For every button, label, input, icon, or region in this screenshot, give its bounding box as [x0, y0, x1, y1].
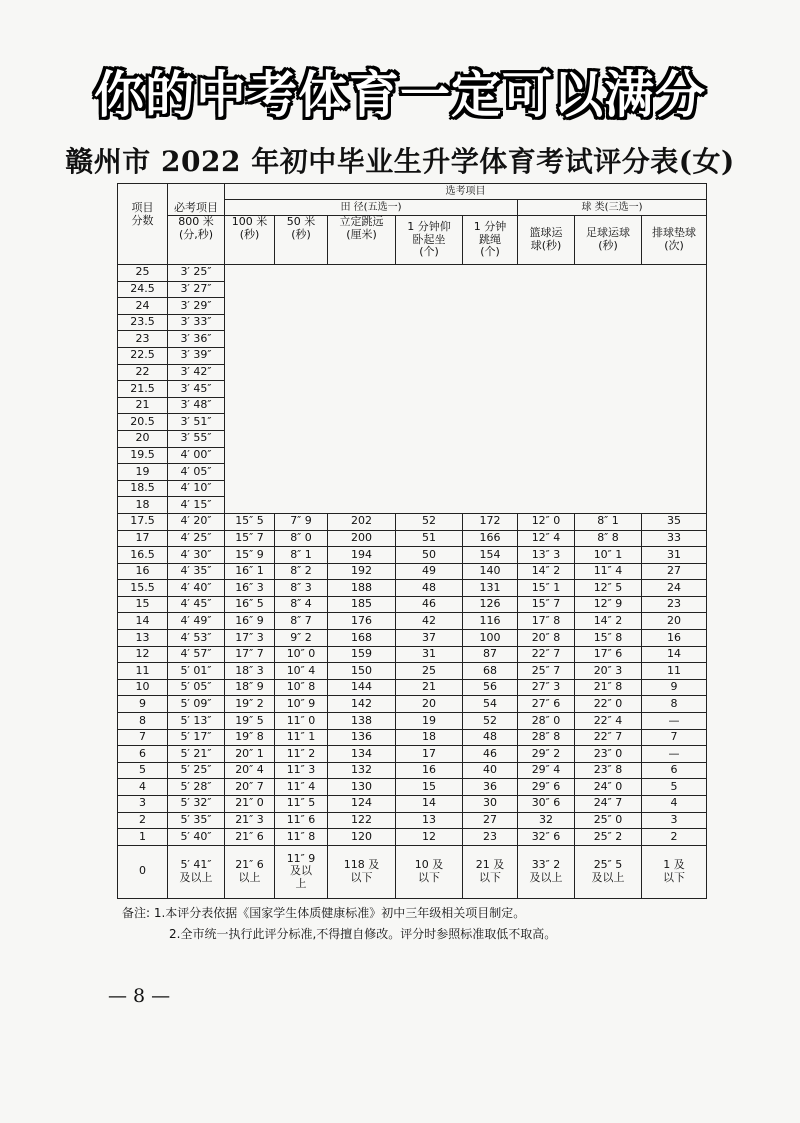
header-basketball: 篮球运 球(秒): [518, 216, 575, 265]
score-cell: 18: [118, 497, 168, 514]
score-cell: 22.5: [118, 347, 168, 364]
value-cell: 4′ 10″: [168, 480, 225, 497]
value-cell: 31: [642, 547, 707, 564]
document-title: 赣州市 2022 年初中毕业生升学体育考试评分表(女): [65, 145, 735, 178]
score-cell: 17: [118, 530, 168, 547]
table-row: [118, 265, 707, 282]
value-cell: 33: [642, 530, 707, 547]
value-cell: 4′ 40″: [168, 580, 225, 597]
value-cell: 202: [328, 513, 396, 530]
value-cell: 140: [463, 563, 518, 580]
table-row: [118, 563, 707, 580]
score-cell: 25: [118, 265, 168, 282]
value-cell: 132: [328, 762, 396, 779]
score-cell: 20.5: [118, 414, 168, 431]
value-cell: 13″ 3: [518, 547, 575, 564]
value-cell: 12″ 4: [518, 530, 575, 547]
value-cell: 24: [642, 580, 707, 597]
value-cell: 40: [463, 762, 518, 779]
value-cell: 3′ 45″: [168, 381, 225, 398]
value-cell: 46: [396, 596, 463, 613]
value-cell: 20″ 4: [225, 762, 275, 779]
value-cell: 10″ 4: [275, 663, 328, 680]
score-cell: 15: [118, 596, 168, 613]
score-cell: 13: [118, 630, 168, 647]
value-cell: 23″ 8: [575, 762, 642, 779]
table-row: [118, 779, 707, 796]
value-cell: 16: [642, 630, 707, 647]
banner-title: 你的中考体育一定可以满分: [94, 66, 706, 124]
header-elective: 选考项目: [225, 184, 707, 200]
score-cell: 15.5: [118, 580, 168, 597]
value-cell: 33″ 2 及以上: [518, 845, 575, 898]
value-cell: 8: [642, 696, 707, 713]
score-cell: 19: [118, 464, 168, 481]
value-cell: 5′ 17″: [168, 729, 225, 746]
value-cell: 5′ 40″: [168, 829, 225, 846]
score-cell: 14: [118, 613, 168, 630]
table-row: [118, 812, 707, 829]
value-cell: 6: [642, 762, 707, 779]
value-cell: 16″ 1: [225, 563, 275, 580]
value-cell: 31: [396, 646, 463, 663]
header-ball: 球 类(三选一): [518, 200, 707, 216]
score-cell: 4: [118, 779, 168, 796]
table-row: [118, 630, 707, 647]
table-row: [118, 513, 707, 530]
value-cell: 22″ 4: [575, 713, 642, 730]
table-row: [118, 580, 707, 597]
value-cell: 29″ 6: [518, 779, 575, 796]
value-cell: 134: [328, 746, 396, 763]
value-cell: 12″ 5: [575, 580, 642, 597]
score-cell: 11: [118, 663, 168, 680]
value-cell: 124: [328, 796, 396, 813]
score-cell: 0: [118, 845, 168, 898]
value-cell: 22″ 0: [575, 696, 642, 713]
value-cell: 21″ 8: [575, 679, 642, 696]
table-row: [118, 613, 707, 630]
value-cell: 20″ 7: [225, 779, 275, 796]
value-cell: 5′ 41″ 及以上: [168, 845, 225, 898]
value-cell: 11″ 3: [275, 762, 328, 779]
value-cell: 10 及 以下: [396, 845, 463, 898]
value-cell: 14: [396, 796, 463, 813]
value-cell: 28″ 8: [518, 729, 575, 746]
value-cell: 25″ 7: [518, 663, 575, 680]
table-row: [118, 713, 707, 730]
value-cell: 30″ 6: [518, 796, 575, 813]
value-cell: 29″ 4: [518, 762, 575, 779]
value-cell: 22″ 7: [518, 646, 575, 663]
score-table: [117, 183, 707, 899]
value-cell: 17″ 7: [225, 646, 275, 663]
value-cell: 1 及 以下: [642, 845, 707, 898]
value-cell: 3′ 48″: [168, 397, 225, 414]
value-cell: 5′ 32″: [168, 796, 225, 813]
value-cell: 24″ 0: [575, 779, 642, 796]
value-cell: 10″ 0: [275, 646, 328, 663]
value-cell: 17″ 6: [575, 646, 642, 663]
value-cell: 188: [328, 580, 396, 597]
value-cell: 48: [463, 729, 518, 746]
score-cell: 16: [118, 563, 168, 580]
value-cell: 11″ 1: [275, 729, 328, 746]
value-cell: 15″ 8: [575, 630, 642, 647]
value-cell: 3′ 29″: [168, 298, 225, 315]
value-cell: 17″ 8: [518, 613, 575, 630]
page-number: — 8 —: [108, 985, 171, 1007]
value-cell: 17″ 3: [225, 630, 275, 647]
value-cell: 21″ 6 以上: [225, 845, 275, 898]
score-cell: 17.5: [118, 513, 168, 530]
value-cell: 25: [396, 663, 463, 680]
value-cell: 29″ 2: [518, 746, 575, 763]
value-cell: 19″ 5: [225, 713, 275, 730]
value-cell: —: [642, 713, 707, 730]
score-cell: 7: [118, 729, 168, 746]
value-cell: 8″ 1: [575, 513, 642, 530]
score-cell: 23.5: [118, 314, 168, 331]
score-cell: 12: [118, 646, 168, 663]
score-cell: 9: [118, 696, 168, 713]
value-cell: 21 及 以下: [463, 845, 518, 898]
value-cell: 5′ 25″: [168, 762, 225, 779]
value-cell: 10″ 9: [275, 696, 328, 713]
value-cell: 3′ 55″: [168, 430, 225, 447]
value-cell: 10″ 8: [275, 679, 328, 696]
value-cell: 21″ 3: [225, 812, 275, 829]
score-cell: 21: [118, 397, 168, 414]
value-cell: 14″ 2: [575, 613, 642, 630]
value-cell: 154: [463, 547, 518, 564]
blank-area: [225, 265, 707, 514]
value-cell: 35: [642, 513, 707, 530]
value-cell: 27: [642, 563, 707, 580]
value-cell: 5′ 01″: [168, 663, 225, 680]
value-cell: 21″ 0: [225, 796, 275, 813]
value-cell: 68: [463, 663, 518, 680]
table-row: [118, 796, 707, 813]
value-cell: 15″ 5: [225, 513, 275, 530]
value-cell: 19″ 8: [225, 729, 275, 746]
value-cell: 5′ 35″: [168, 812, 225, 829]
table-row: [118, 762, 707, 779]
note-line-2: 2.全市统一执行此评分标准,不得擅自修改。评分时参照标准取低不取高。: [169, 927, 557, 941]
value-cell: 5′ 28″: [168, 779, 225, 796]
value-cell: 5′ 21″: [168, 746, 225, 763]
value-cell: 3′ 42″: [168, 364, 225, 381]
value-cell: 25″ 0: [575, 812, 642, 829]
value-cell: 12″ 9: [575, 596, 642, 613]
value-cell: 23″ 0: [575, 746, 642, 763]
value-cell: 4: [642, 796, 707, 813]
value-cell: 27: [463, 812, 518, 829]
header-800m: 800 米 (分,秒): [168, 216, 225, 265]
header-100m: 100 米 (秒): [225, 216, 275, 265]
value-cell: 7″ 9: [275, 513, 328, 530]
value-cell: 30: [463, 796, 518, 813]
header-rope: 1 分钟 跳绳 (个): [463, 216, 518, 265]
value-cell: 23: [642, 596, 707, 613]
value-cell: 144: [328, 679, 396, 696]
value-cell: 20″ 1: [225, 746, 275, 763]
value-cell: 3′ 36″: [168, 331, 225, 348]
value-cell: 11″ 2: [275, 746, 328, 763]
value-cell: 166: [463, 530, 518, 547]
value-cell: 5′ 05″: [168, 679, 225, 696]
value-cell: 42: [396, 613, 463, 630]
value-cell: 20: [642, 613, 707, 630]
value-cell: 3′ 27″: [168, 281, 225, 298]
table-row: [118, 829, 707, 846]
value-cell: 100: [463, 630, 518, 647]
value-cell: 11″ 4: [575, 563, 642, 580]
header-volleyball: 排球垫球 (次): [642, 216, 707, 265]
score-cell: 20: [118, 430, 168, 447]
value-cell: 4′ 57″: [168, 646, 225, 663]
value-cell: 18″ 9: [225, 679, 275, 696]
value-cell: 17: [396, 746, 463, 763]
score-cell: 3: [118, 796, 168, 813]
value-cell: 9″ 2: [275, 630, 328, 647]
table-row: [118, 596, 707, 613]
value-cell: 27″ 3: [518, 679, 575, 696]
value-cell: 19″ 2: [225, 696, 275, 713]
table-row: [118, 646, 707, 663]
value-cell: 23: [463, 829, 518, 846]
value-cell: 15: [396, 779, 463, 796]
value-cell: 172: [463, 513, 518, 530]
value-cell: 9: [642, 679, 707, 696]
value-cell: 11: [642, 663, 707, 680]
value-cell: 46: [463, 746, 518, 763]
value-cell: 4′ 49″: [168, 613, 225, 630]
value-cell: 37: [396, 630, 463, 647]
table-row: [118, 729, 707, 746]
value-cell: 3′ 51″: [168, 414, 225, 431]
score-cell: 24: [118, 298, 168, 315]
value-cell: 8″ 4: [275, 596, 328, 613]
value-cell: 136: [328, 729, 396, 746]
value-cell: 116: [463, 613, 518, 630]
value-cell: 159: [328, 646, 396, 663]
header-track: 田 径(五选一): [225, 200, 518, 216]
score-cell: 10: [118, 679, 168, 696]
value-cell: 131: [463, 580, 518, 597]
value-cell: 20″ 8: [518, 630, 575, 647]
value-cell: 14″ 2: [518, 563, 575, 580]
value-cell: —: [642, 746, 707, 763]
value-cell: 56: [463, 679, 518, 696]
score-cell: 5: [118, 762, 168, 779]
table-row: [118, 547, 707, 564]
table-row: [118, 679, 707, 696]
value-cell: 122: [328, 812, 396, 829]
header-football: 足球运球 (秒): [575, 216, 642, 265]
value-cell: 11″ 8: [275, 829, 328, 846]
value-cell: 4′ 35″: [168, 563, 225, 580]
value-cell: 4′ 15″: [168, 497, 225, 514]
table-row: [118, 663, 707, 680]
value-cell: 126: [463, 596, 518, 613]
value-cell: 18″ 3: [225, 663, 275, 680]
value-cell: 4′ 53″: [168, 630, 225, 647]
value-cell: 16: [396, 762, 463, 779]
value-cell: 5′ 09″: [168, 696, 225, 713]
value-cell: 194: [328, 547, 396, 564]
value-cell: 15″ 7: [225, 530, 275, 547]
value-cell: 8″ 8: [575, 530, 642, 547]
value-cell: 22″ 7: [575, 729, 642, 746]
header-standing-jump: 立定跳远 (厘米): [328, 216, 396, 265]
table-row: [118, 845, 707, 898]
header-situp: 1 分钟仰 卧起坐 (个): [396, 216, 463, 265]
note-line-1: 备注: 1.本评分表依据《国家学生体质健康标准》初中三年级相关项目制定。: [122, 906, 526, 920]
value-cell: 5: [642, 779, 707, 796]
value-cell: 176: [328, 613, 396, 630]
value-cell: 20″ 3: [575, 663, 642, 680]
value-cell: 28″ 0: [518, 713, 575, 730]
value-cell: 12″ 0: [518, 513, 575, 530]
notes: [122, 903, 742, 945]
value-cell: 15″ 9: [225, 547, 275, 564]
value-cell: 192: [328, 563, 396, 580]
value-cell: 25″ 5 及以上: [575, 845, 642, 898]
value-cell: 13: [396, 812, 463, 829]
value-cell: 32: [518, 812, 575, 829]
value-cell: 18: [396, 729, 463, 746]
value-cell: 3′ 25″: [168, 265, 225, 282]
value-cell: 16″ 3: [225, 580, 275, 597]
value-cell: 32″ 6: [518, 829, 575, 846]
value-cell: 130: [328, 779, 396, 796]
value-cell: 4′ 45″: [168, 596, 225, 613]
value-cell: 5′ 13″: [168, 713, 225, 730]
value-cell: 11″ 5: [275, 796, 328, 813]
value-cell: 87: [463, 646, 518, 663]
score-cell: 18.5: [118, 480, 168, 497]
value-cell: 168: [328, 630, 396, 647]
value-cell: 51: [396, 530, 463, 547]
score-cell: 6: [118, 746, 168, 763]
value-cell: 48: [396, 580, 463, 597]
score-cell: 23: [118, 331, 168, 348]
value-cell: 19: [396, 713, 463, 730]
value-cell: 138: [328, 713, 396, 730]
value-cell: 21″ 6: [225, 829, 275, 846]
value-cell: 20: [396, 696, 463, 713]
value-cell: 36: [463, 779, 518, 796]
value-cell: 52: [463, 713, 518, 730]
value-cell: 142: [328, 696, 396, 713]
value-cell: 4′ 25″: [168, 530, 225, 547]
value-cell: 27″ 6: [518, 696, 575, 713]
value-cell: 3′ 39″: [168, 347, 225, 364]
header-required: 必考项目: [168, 184, 225, 216]
value-cell: 185: [328, 596, 396, 613]
value-cell: 15″ 7: [518, 596, 575, 613]
value-cell: 15″ 1: [518, 580, 575, 597]
value-cell: 24″ 7: [575, 796, 642, 813]
value-cell: 11″ 0: [275, 713, 328, 730]
score-cell: 1: [118, 829, 168, 846]
value-cell: 120: [328, 829, 396, 846]
value-cell: 50: [396, 547, 463, 564]
value-cell: 8″ 2: [275, 563, 328, 580]
value-cell: 200: [328, 530, 396, 547]
value-cell: 21: [396, 679, 463, 696]
table-row: [118, 696, 707, 713]
value-cell: 8″ 3: [275, 580, 328, 597]
value-cell: 150: [328, 663, 396, 680]
value-cell: 4′ 30″: [168, 547, 225, 564]
header-50m: 50 米 (秒): [275, 216, 328, 265]
value-cell: 8″ 0: [275, 530, 328, 547]
value-cell: 118 及 以下: [328, 845, 396, 898]
score-cell: 24.5: [118, 281, 168, 298]
score-cell: 22: [118, 364, 168, 381]
value-cell: 52: [396, 513, 463, 530]
value-cell: 8″ 1: [275, 547, 328, 564]
score-cell: 21.5: [118, 381, 168, 398]
header-item-score: 项目 分数: [118, 184, 168, 265]
value-cell: 25″ 2: [575, 829, 642, 846]
score-cell: 8: [118, 713, 168, 730]
value-cell: 4′ 05″: [168, 464, 225, 481]
value-cell: 49: [396, 563, 463, 580]
table-row: [118, 746, 707, 763]
value-cell: 7: [642, 729, 707, 746]
value-cell: 2: [642, 829, 707, 846]
table-row: [118, 530, 707, 547]
value-cell: 12: [396, 829, 463, 846]
score-cell: 2: [118, 812, 168, 829]
value-cell: 8″ 7: [275, 613, 328, 630]
value-cell: 16″ 5: [225, 596, 275, 613]
score-cell: 19.5: [118, 447, 168, 464]
value-cell: 16″ 9: [225, 613, 275, 630]
value-cell: 14: [642, 646, 707, 663]
value-cell: 3: [642, 812, 707, 829]
value-cell: 54: [463, 696, 518, 713]
value-cell: 3′ 33″: [168, 314, 225, 331]
value-cell: 11″ 4: [275, 779, 328, 796]
value-cell: 4′ 20″: [168, 513, 225, 530]
value-cell: 11″ 9 及以 上: [275, 845, 328, 898]
value-cell: 11″ 6: [275, 812, 328, 829]
score-cell: 16.5: [118, 547, 168, 564]
value-cell: 10″ 1: [575, 547, 642, 564]
value-cell: 4′ 00″: [168, 447, 225, 464]
